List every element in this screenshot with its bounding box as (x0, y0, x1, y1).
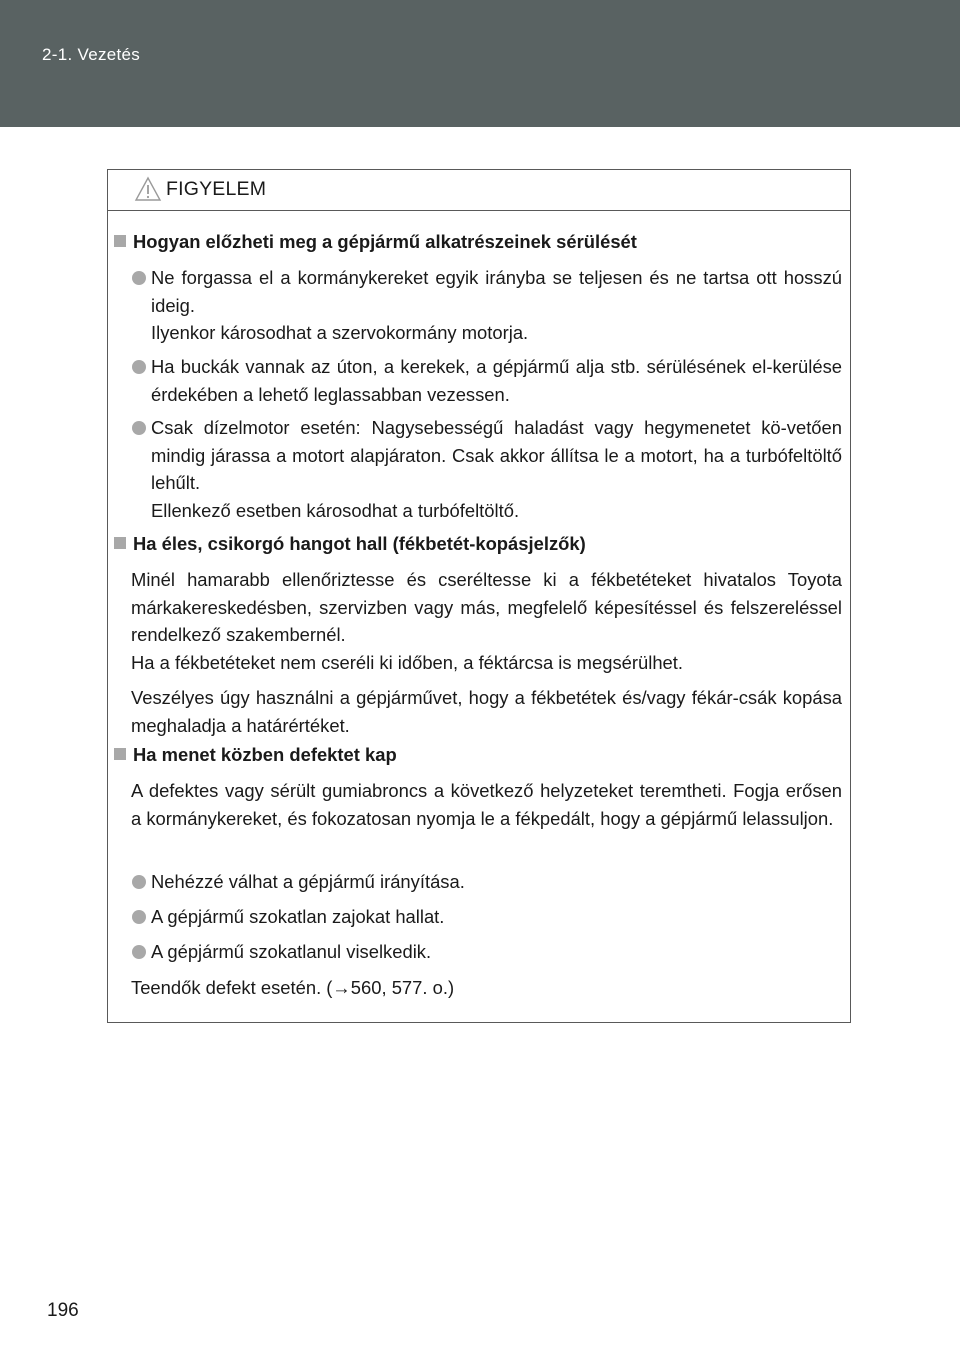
square-bullet-icon (114, 235, 126, 247)
bullet-item: Nehézzé válhat a gépjármű irányítása. (130, 868, 842, 896)
cross-reference: Teendők defekt esetén. (→560, 577. o.) (131, 977, 455, 998)
paragraph: A defektes vagy sérült gumiabroncs a következő helyzeteket teremtheti. Fogja erősen a kormánykereket, és fokozatosan nyomja le a fékpedált, hogy a gépjármű lelassuljon. (131, 780, 842, 829)
circle-bullet-icon (132, 910, 146, 924)
circle-bullet-icon (132, 875, 146, 889)
circle-bullet-icon (132, 945, 146, 959)
heading-flat-tire: Ha menet közben defektet kap (114, 741, 842, 769)
page-number: 196 (47, 1300, 79, 1321)
bullet-item: A gépjármű szokatlanul viselkedik. (130, 938, 842, 966)
square-bullet-icon (114, 748, 126, 760)
circle-bullet-icon (132, 421, 146, 435)
section-title: 2-1. Vezetés (42, 45, 141, 64)
warning-content (108, 211, 850, 1022)
warning-box (107, 169, 851, 1023)
bullet-item: Ha buckák vannak az úton, a kerekek, a gépjármű alja stb. sérülésének el-kerülése érdekében a lehető leglassabban vezessen. (130, 353, 842, 408)
bullet-item: Csak dízelmotor esetén: Nagysebességű haladást vagy hegymenetet kö-vetően mindig járassa a motort alapjáraton. Csak akkor állítsa le a motort, ha a turbófeltöltő lehűlt. Ellenkező esetben károsodhat a turbófeltöltő. (130, 414, 842, 524)
heading-prevent-damage: Hogyan előzheti meg a gépjármű alkatrészeinek sérülését (114, 228, 842, 256)
circle-bullet-icon (132, 271, 146, 285)
bullet-item: A gépjármű szokatlan zajokat hallat. (130, 903, 842, 931)
paragraph: Veszélyes úgy használni a gépjárművet, hogy a fékbetétek és/vagy fékár-csák kopása meghaladja a határértéket. (131, 687, 842, 736)
square-bullet-icon (114, 537, 126, 549)
heading-brake-noise: Ha éles, csikorgó hangot hall (fékbetét-kopásjelzők) (114, 530, 842, 558)
page-header (0, 0, 960, 127)
circle-bullet-icon (132, 360, 146, 374)
paragraph: Minél hamarabb ellenőriztesse és cseréltesse ki a fékbetéteket hivatalos Toyota márkakereskedésben, szervizben vagy más, megfelelő képesítéssel és felszereléssel rendelkező szakembernél. Ha a fékbetéteket nem cseréli ki időben, a féktárcsa is megsérülhet. (131, 569, 842, 673)
warning-title: FIGYELEM (166, 178, 267, 200)
warning-header (108, 170, 850, 211)
bullet-item: Ne forgassa el a kormánykereket egyik irányba se teljesen és ne tartsa ott hosszú ideig. Ilyenkor károsodhat a szervokormány motorja. (130, 264, 842, 347)
warning-triangle-icon (134, 176, 162, 202)
